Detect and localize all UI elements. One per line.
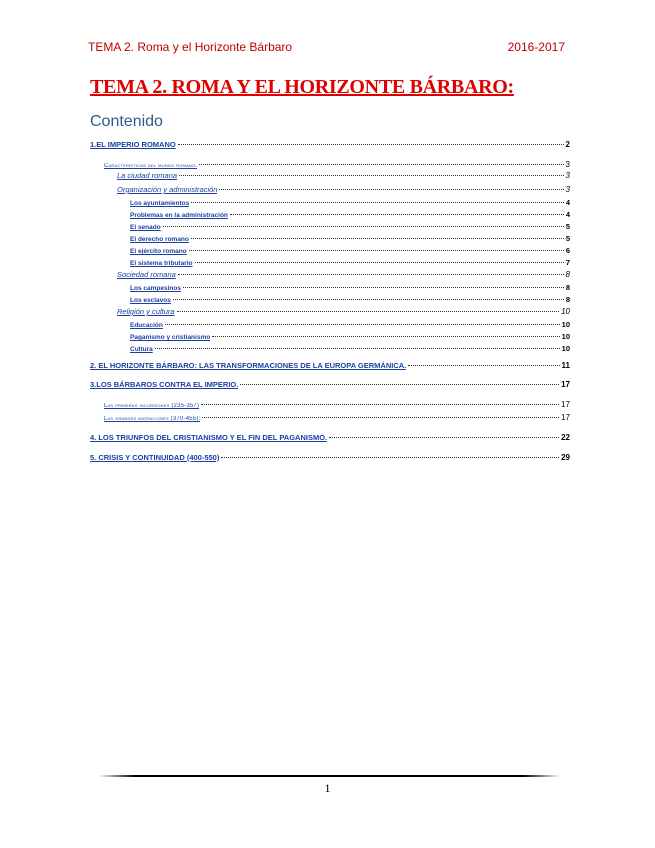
toc-leader-dots [177, 311, 560, 312]
toc-entry[interactable] [90, 433, 570, 442]
toc-entry[interactable] [90, 295, 570, 304]
toc-entry[interactable] [90, 283, 570, 292]
toc-entry-page: 10 [561, 307, 570, 316]
toc-entry[interactable] [90, 332, 570, 341]
toc-leader-dots [408, 365, 559, 366]
toc-entry-page: 4 [565, 198, 570, 207]
toc-leader-dots [240, 384, 559, 385]
toc-entry-label[interactable]: Los campesinos [130, 285, 181, 292]
toc-leader-dots [195, 262, 564, 263]
toc-entry-page: 3 [565, 171, 570, 180]
toc-entry[interactable] [90, 307, 570, 316]
toc-entry-label[interactable]: Educación [130, 322, 163, 329]
toc-entry-page: 10 [561, 332, 570, 341]
toc-leader-dots [202, 417, 559, 418]
header-left-title: TEMA 2. Roma y el Horizonte Bárbaro [88, 40, 293, 54]
toc-entry-page: 2 [565, 140, 570, 149]
toc-entry[interactable] [90, 361, 570, 370]
toc-entry-label[interactable]: Sociedad romana [117, 270, 176, 279]
toc-entry-label[interactable]: Los esclavos [130, 297, 171, 304]
document-title: TEMA 2. ROMA Y EL HORIZONTE BÁRBARO: [90, 76, 514, 98]
toc-leader-dots [179, 175, 564, 176]
toc-leader-dots [163, 226, 564, 227]
toc-entry-label[interactable]: Características del mundo romano. [104, 163, 198, 169]
toc-entry-page: 11 [561, 361, 570, 370]
toc-entry-label[interactable]: Los ayuntamientos [130, 200, 190, 207]
toc-entry[interactable] [90, 344, 570, 353]
toc-entry[interactable] [90, 400, 570, 409]
toc-leader-dots [183, 287, 564, 288]
toc-leader-dots [221, 457, 559, 458]
toc-entry-page: 5 [565, 234, 570, 243]
header-year: 2016-2017 [507, 40, 565, 54]
toc-leader-dots [230, 214, 564, 215]
toc-entry[interactable] [90, 246, 570, 255]
toc-entry[interactable] [90, 320, 570, 329]
toc-entry-label[interactable]: Organización y administración [117, 185, 218, 194]
toc-entry-page: 10 [561, 344, 570, 353]
toc-entry[interactable] [90, 140, 570, 149]
toc-entry-label[interactable]: 1.EL IMPERIO ROMANO [90, 140, 176, 149]
toc-entry-page: 8 [565, 283, 570, 292]
toc-entry-page: 7 [565, 258, 570, 267]
toc-entry-label[interactable]: 3.LOS BÁRBAROS CONTRA EL IMPERIO. [90, 380, 239, 389]
toc-leader-dots [155, 348, 560, 349]
toc-leader-dots [165, 324, 560, 325]
toc-entry-page: 3 [565, 185, 570, 194]
toc-entry[interactable] [90, 380, 570, 389]
toc-heading: Contenido [90, 113, 163, 130]
toc-entry-label[interactable]: 2. EL HORIZONTE BÁRBARO: LAS TRANSFORMACIONES DE LA EUROPA GERMÁNICA. [90, 361, 407, 370]
toc-entry[interactable] [90, 270, 570, 279]
toc-entry[interactable] [90, 222, 570, 231]
toc-entry[interactable] [90, 160, 570, 169]
toc-entry-label[interactable]: Religión y cultura [117, 307, 175, 316]
toc-leader-dots [191, 238, 564, 239]
toc-leader-dots [212, 336, 559, 337]
toc-entry-label[interactable]: El senado [130, 224, 161, 231]
toc-entry-label[interactable]: Paganismo y cristianismo [130, 334, 211, 341]
toc-entry-page: 5 [565, 222, 570, 231]
toc-entry-page: 8 [565, 270, 570, 279]
toc-entry-label[interactable]: La ciudad romana [117, 171, 178, 180]
toc-entry-page: 22 [561, 433, 570, 442]
toc-entry[interactable] [90, 198, 570, 207]
toc-entry-label[interactable]: 4. LOS TRIUNFOS DEL CRISTIANISMO Y EL FIN DEL PAGANISMO. [90, 433, 328, 442]
page-number: 1 [324, 781, 331, 795]
toc-entry[interactable] [90, 171, 570, 180]
toc-leader-dots [191, 202, 564, 203]
toc-entry-label[interactable]: Problemas en la administración [130, 212, 228, 219]
toc-entry-page: 17 [561, 380, 570, 389]
toc-leader-dots [219, 189, 563, 190]
toc-leader-dots [201, 404, 559, 405]
toc-entry-page: 6 [565, 246, 570, 255]
toc-leader-dots [178, 144, 564, 145]
toc-leader-dots [329, 437, 559, 438]
toc-entry-label[interactable]: El sistema tributario [130, 260, 193, 267]
toc-entry-label[interactable]: El ejército romano [130, 248, 187, 255]
toc-entry-page: 10 [561, 320, 570, 329]
toc-entry-page: 4 [565, 210, 570, 219]
toc-entry[interactable] [90, 210, 570, 219]
footer-divider [98, 775, 560, 777]
toc-entry-label[interactable]: Las grandes migraciones (370-455): [104, 416, 201, 422]
toc-entry-page: 29 [561, 453, 570, 462]
toc-entry[interactable] [90, 234, 570, 243]
toc-entry-page: 17 [561, 400, 570, 409]
toc-entry[interactable] [90, 413, 570, 422]
toc-entry-label[interactable]: 5. CRISIS Y CONTINUIDAD (400-550) [90, 453, 220, 462]
toc-entry-page: 8 [565, 295, 570, 304]
toc-entry[interactable] [90, 453, 570, 462]
toc-entry-label[interactable]: Cultura [130, 346, 153, 353]
toc-entry-page: 17 [561, 413, 570, 422]
toc-entry[interactable] [90, 185, 570, 194]
toc-leader-dots [199, 164, 563, 165]
toc-leader-dots [178, 274, 564, 275]
toc-leader-dots [189, 250, 564, 251]
toc-entry[interactable] [90, 258, 570, 267]
toc-entry-page: 3 [565, 160, 570, 169]
toc-entry-label[interactable]: El derecho romano [130, 236, 189, 243]
toc-leader-dots [173, 299, 564, 300]
toc-entry-label[interactable]: Las primeras incursiones (235-357) [104, 403, 200, 409]
